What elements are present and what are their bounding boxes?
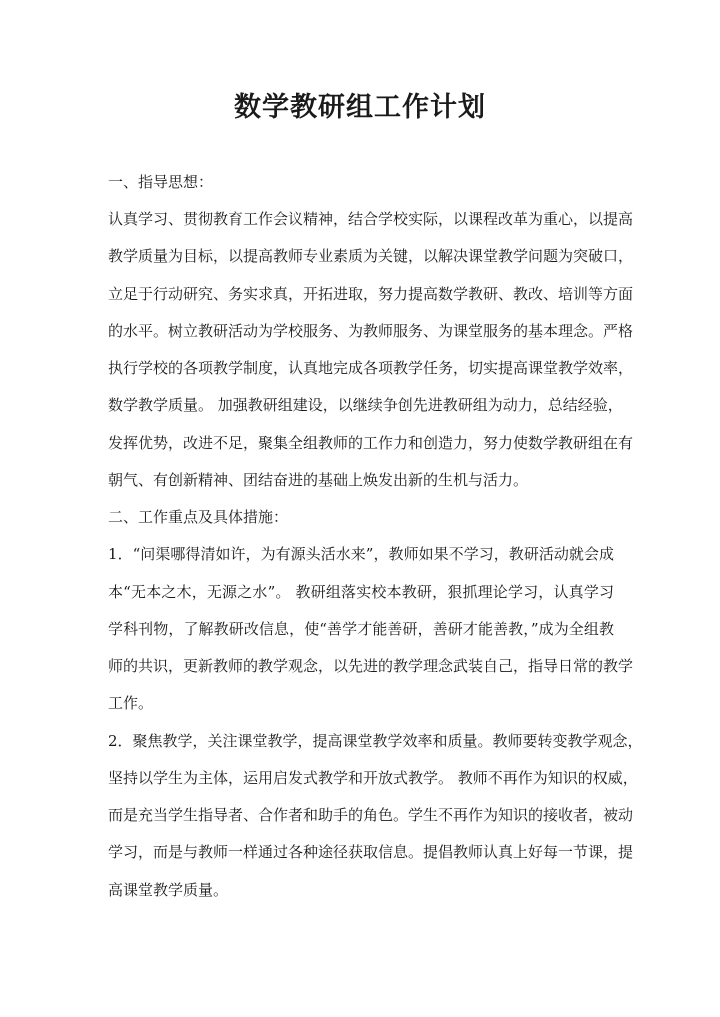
paragraph-line: 而是充当学生指导者、合作者和助手的角色。学生不再作为知识的接收者，被动: [108, 806, 634, 824]
paragraph-line: 发挥优势，改进不足，聚集全组教师的工作力和创造力，努力使数学教研组在有: [108, 434, 634, 452]
paragraph-line: 认真学习、贯彻教育工作会议精神，结合学校实际，以课程改革为重心，以提高: [108, 210, 634, 228]
paragraph-line: 执行学校的各项教学制度，认真地完成各项教学任务，切实提高课堂教学效率，: [108, 359, 634, 377]
paragraph-line: 高课堂教学质量。: [108, 881, 229, 899]
paragraph-line: 2．聚焦教学，关注课堂教学，提高课堂教学效率和质量。教师要转变教学观念，: [108, 732, 643, 750]
paragraph-line: 师的共识，更新教师的教学观念，以先进的教学理念武装自己，指导日常的教学: [108, 657, 634, 675]
paragraph-line: 朝气、有创新精神、团结奋进的基础上焕发出新的生机与活力。: [108, 471, 529, 489]
section-heading: 二、工作重点及具体措施：: [108, 508, 289, 526]
paragraph-line: 教学质量为目标，以提高教师专业素质为关键，以解决课堂教学问题为突破口，: [108, 247, 634, 265]
paragraph-line: 本“无本之木，无源之水”。 教研组落实校本教研，狠抓理论学习，认真学习: [108, 583, 614, 601]
paragraph-line: 坚持以学生为主体，运用启发式教学和开放式教学。 教师不再作为知识的权威，: [108, 769, 638, 787]
paragraph-line: 1．“问渠哪得清如许，为有源头活水来”，教师如果不学习，教研活动就会成: [108, 545, 614, 563]
page-title: 数学教研组工作计划: [234, 92, 486, 123]
paragraph-line: 数学教学质量。 加强教研组建设，以继续争创先进教研组为动力，总结经验，: [108, 396, 623, 414]
paragraph-line: 学科刊物，了解教研改信息，使“善学才能善研，善研才能善教，”成为全组教: [108, 620, 614, 638]
paragraph-line: 工作。: [108, 694, 154, 712]
paragraph-line: 学习，而是与教师一样通过各种途径获取信息。提倡教师认真上好每一节课，提: [108, 843, 634, 861]
paragraph-line: 的水平。树立教研活动为学校服务、为教师服务、为课堂服务的基本理念。严格: [108, 322, 634, 340]
paragraph-line: 立足于行动研究、务实求真，开拓进取，努力提高数学教研、教改、培训等方面: [108, 285, 634, 303]
section-heading: 一、指导思想：: [108, 173, 214, 191]
